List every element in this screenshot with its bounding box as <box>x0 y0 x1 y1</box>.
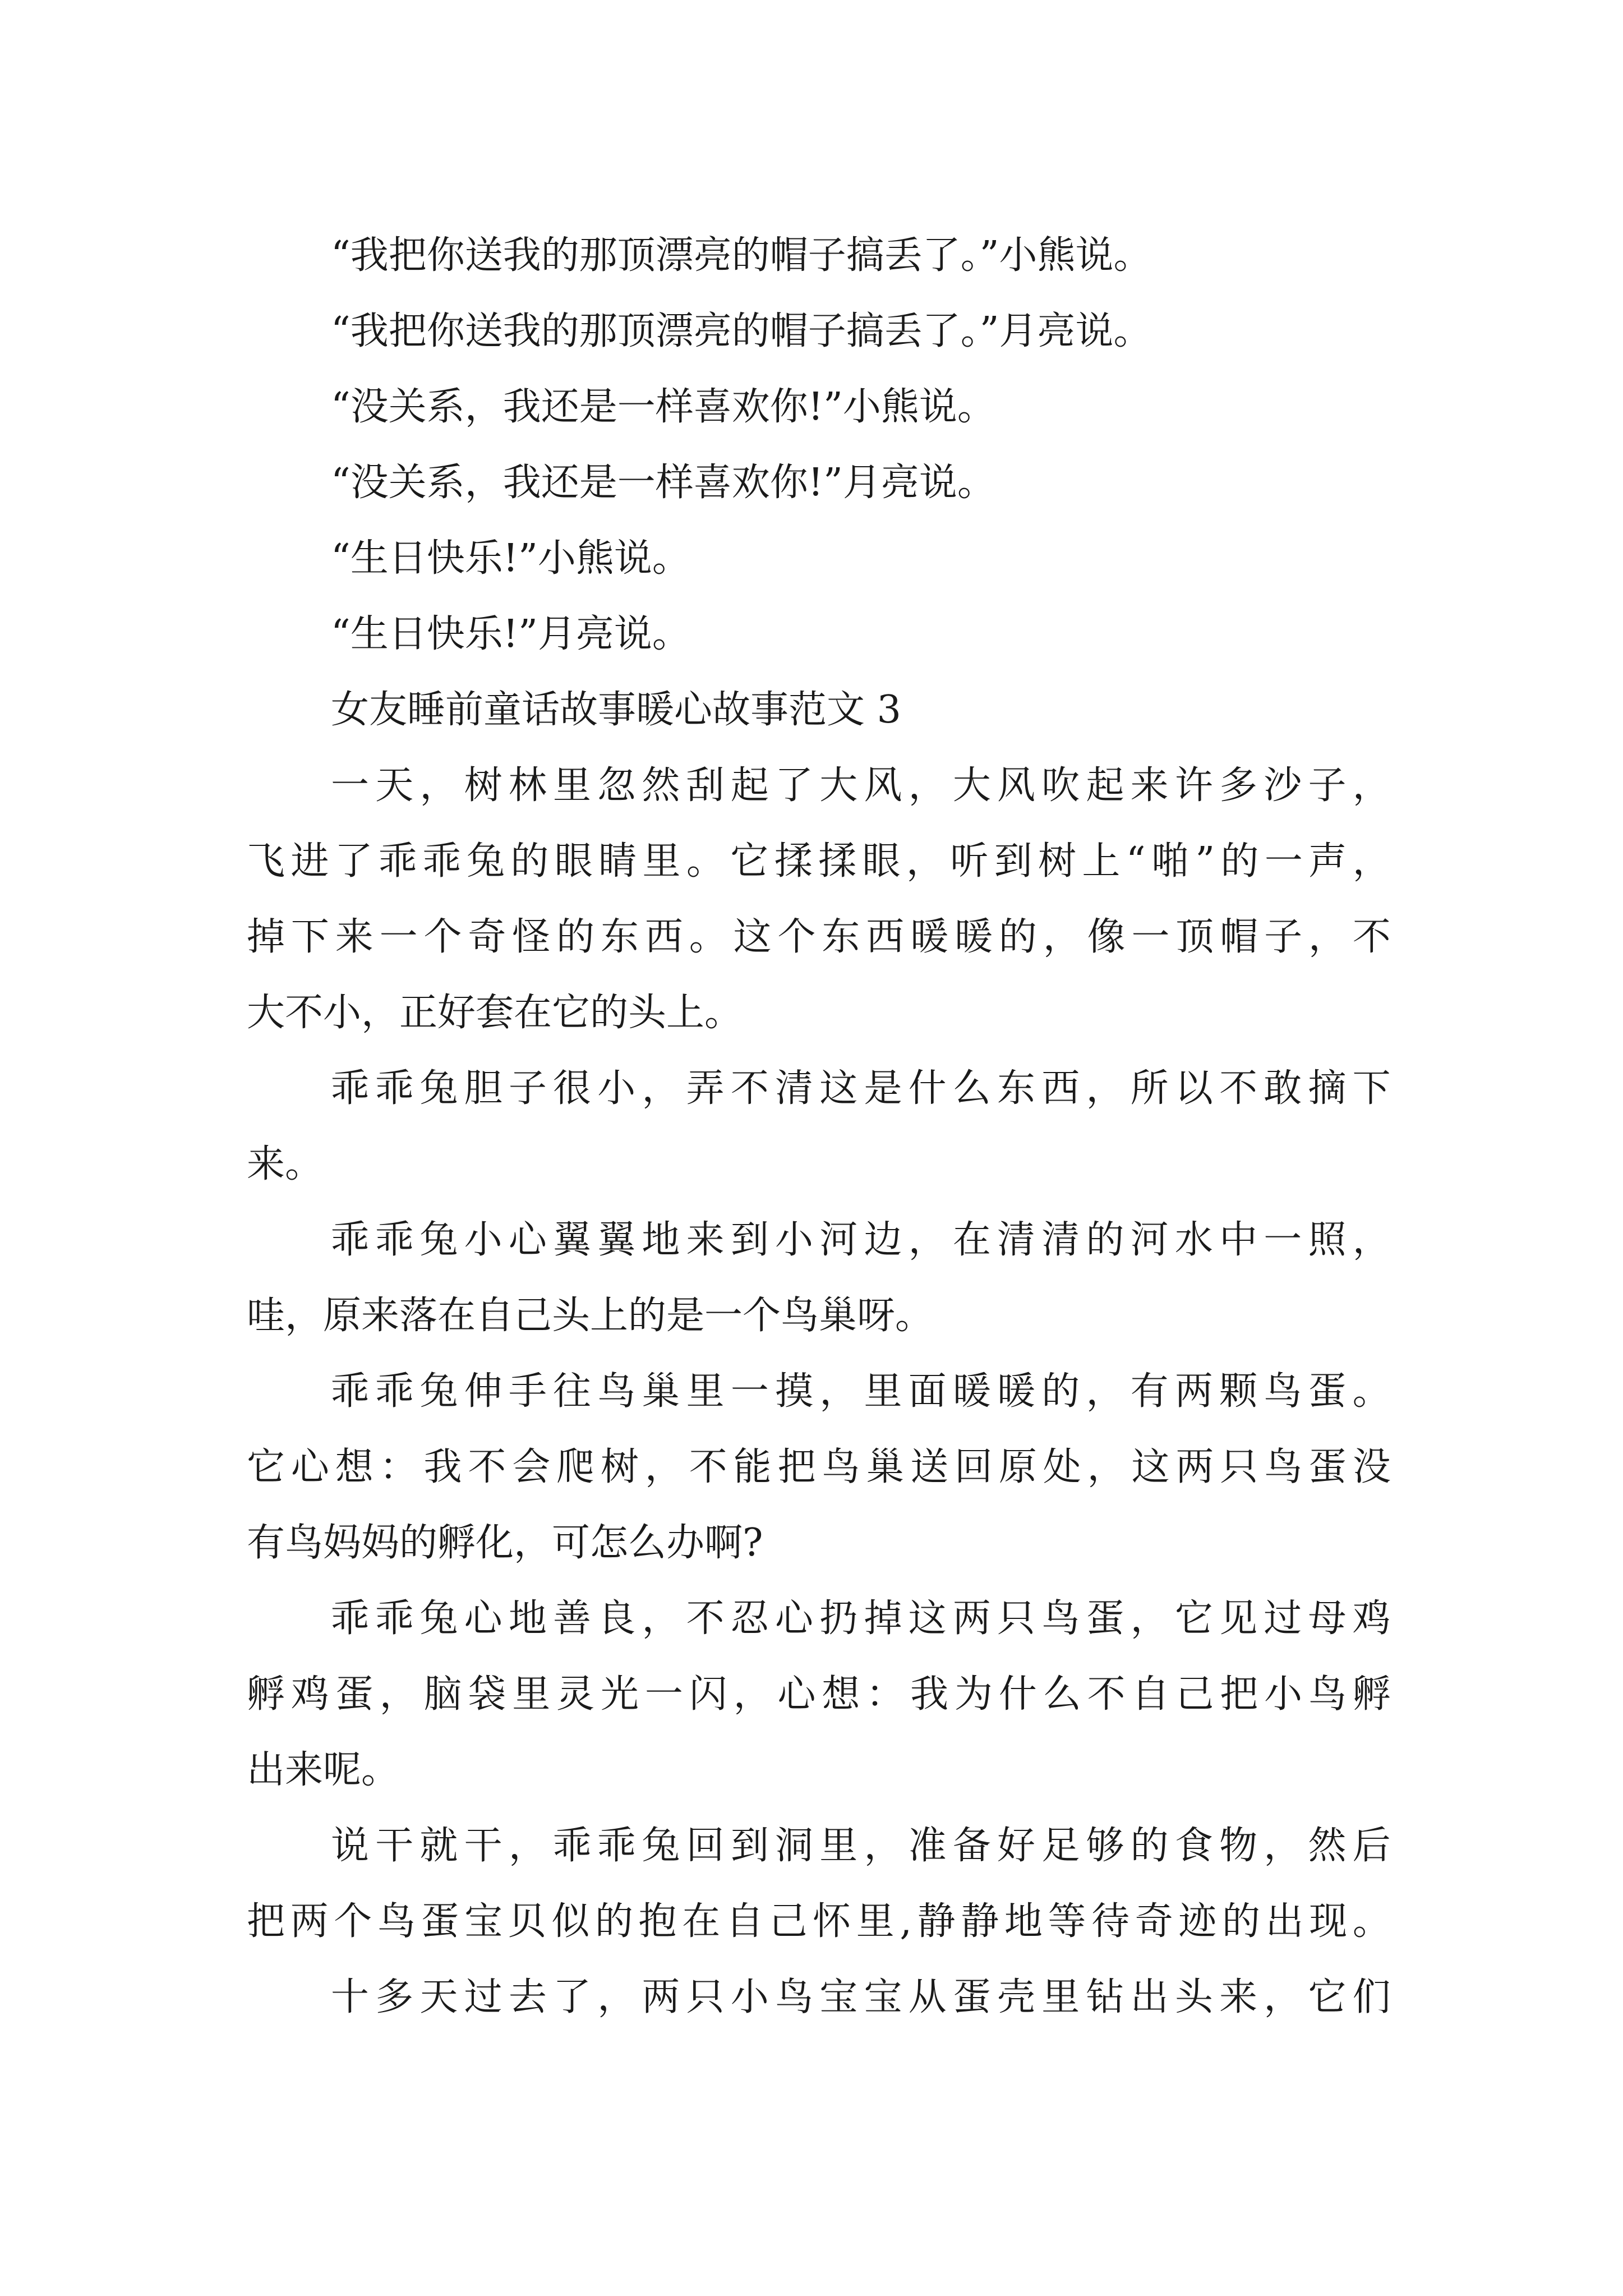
text-line: 女友睡前童话故事暖心故事范文 3 <box>331 688 901 732</box>
text-line: “我把你送我的那顶漂亮的帽子搞丢了。”月亮说。 <box>331 309 1152 353</box>
text-line: 有鸟妈妈的孵化，可怎么办啊? <box>247 1521 763 1565</box>
text-line: 说 干 就 干 ， 乖 乖 兔 回 到 洞 里 ， 准 备 好 足 够 的 食 物 ， 然 后 <box>331 1824 1391 1868</box>
text-line: 一 天 ， 树 林 里 忽 然 刮 起 了 大 风 ， 大 风 吹 起 来 许 多 沙 子 ， <box>331 763 1391 808</box>
text-line: 它 心 想 ： 我 不 会 爬 树 ， 不 能 把 鸟 巢 送 回 原 处 ， 这 两 只 鸟 蛋 没 <box>247 1445 1391 1489</box>
text-line: 乖 乖 兔 心 地 善 良 ， 不 忍 心 扔 掉 这 两 只 鸟 蛋 ， 它 见 过 母 鸡 <box>331 1596 1391 1641</box>
text-line: “生日快乐!”月亮说。 <box>331 612 690 656</box>
text-line: 十 多 天 过 去 了 ， 两 只 小 鸟 宝 宝 从 蛋 壳 里 钻 出 头 来 ， 它 们 <box>331 1975 1391 2019</box>
text-line: “我把你送我的那顶漂亮的帽子搞丢了。”小熊说。 <box>331 233 1152 278</box>
text-line: 来。 <box>247 1142 324 1186</box>
text-line: 乖 乖 兔 伸 手 往 鸟 巢 里 一 摸 ， 里 面 暖 暖 的 ， 有 两 颗 鸟 蛋 。 <box>331 1369 1391 1414</box>
story-text <box>247 218 1391 2035</box>
text-line: 乖 乖 兔 小 心 翼 翼 地 来 到 小 河 边 ， 在 清 清 的 河 水 中 一 照 ， <box>331 1218 1391 1262</box>
text-line: “没关系，我还是一样喜欢你!”小熊说。 <box>331 385 995 429</box>
text-line: 出来呢。 <box>247 1748 400 1792</box>
text-line: “没关系，我还是一样喜欢你!”月亮说。 <box>331 461 995 505</box>
text-line: 把 两 个 鸟 蛋 宝 贝 似 的 抱 在 自 己 怀 里 , 静 静 地 等 待 奇 迹 的 出 现 。 <box>247 1899 1391 1944</box>
text-line: 哇，原来落在自己头上的是一个鸟巢呀。 <box>247 1294 934 1338</box>
text-line: 孵 鸡 蛋 ， 脑 袋 里 灵 光 一 闪 ， 心 想 ： 我 为 什 么 不 自 己 把 小 鸟 孵 <box>247 1672 1391 1717</box>
text-line: 乖 乖 兔 胆 子 很 小 ， 弄 不 清 这 是 什 么 东 西 ， 所 以 不 敢 摘 下 <box>331 1066 1391 1111</box>
text-line: 掉 下 来 一 个 奇 怪 的 东 西 。 这 个 东 西 暖 暖 的 ， 像 一 顶 帽 子 ， 不 <box>247 915 1391 959</box>
text-line: 大不小，正好套在它的头上。 <box>247 991 743 1035</box>
text-line: 飞 进 了 乖 乖 兔 的 眼 睛 里 。 它 揉 揉 眼 ， 听 到 树 上 “ 啪 ” 的 一 声 ， <box>247 839 1391 884</box>
text-line: “生日快乐!”小熊说。 <box>331 536 690 581</box>
